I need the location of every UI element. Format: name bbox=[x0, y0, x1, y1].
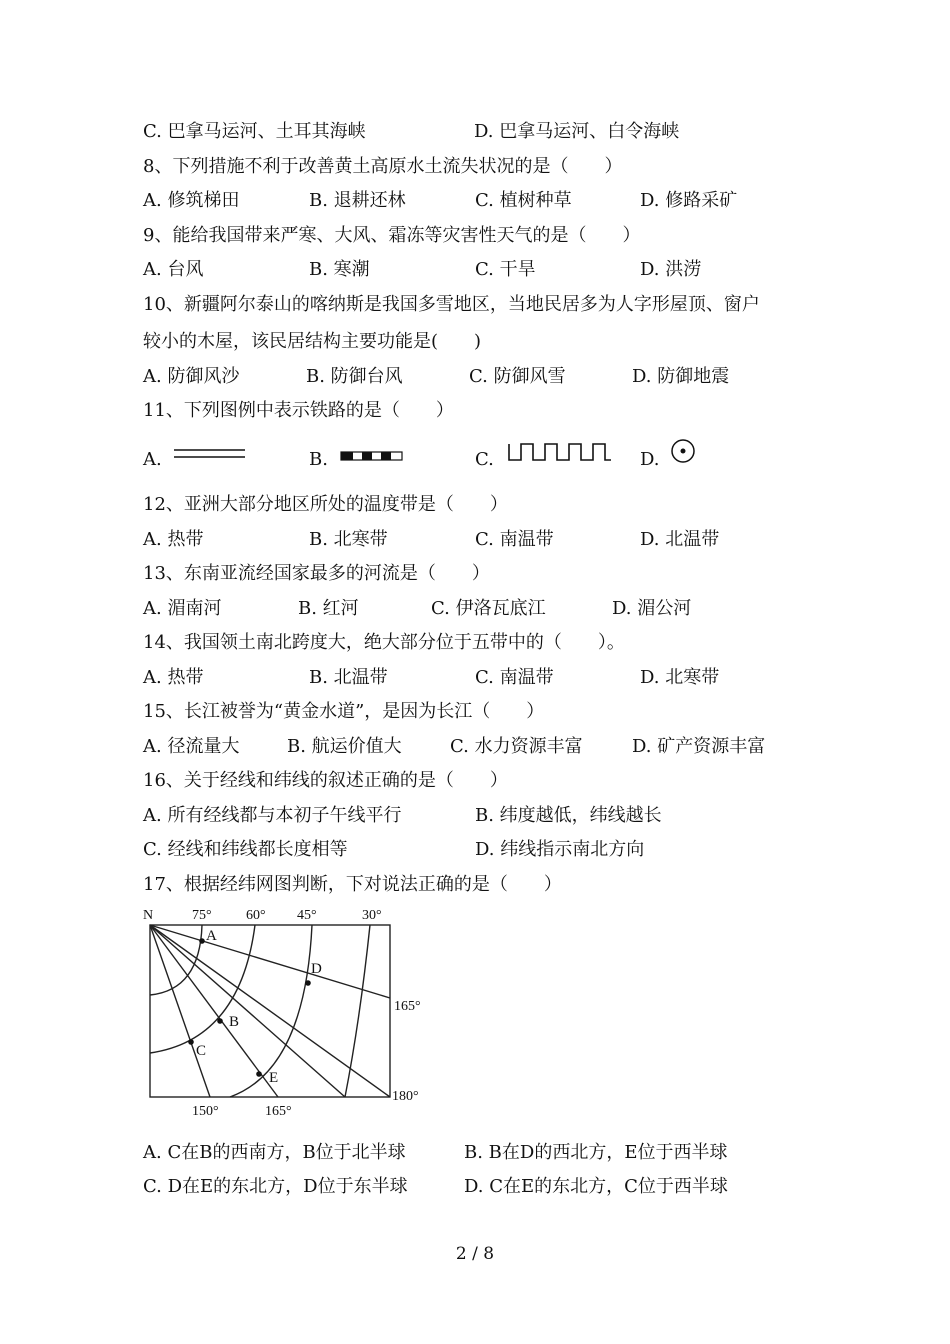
map-bottom-label: 150° bbox=[192, 1104, 219, 1119]
map-point-label: E bbox=[269, 1070, 279, 1086]
q12-option-c: C. 南温带 bbox=[475, 529, 554, 550]
q8-option-a: A. 修筑梯田 bbox=[143, 190, 240, 211]
lat-lon-grid-map bbox=[140, 900, 440, 1122]
railway-icon bbox=[340, 450, 404, 462]
q17-option-c: C. D在E的东北方，D位于东半球 bbox=[143, 1176, 408, 1197]
q16-option-d: D. 纬线指示南北方向 bbox=[475, 839, 645, 860]
q10-option-a: A. 防御风沙 bbox=[143, 366, 240, 387]
q8-option-d: D. 修路采矿 bbox=[640, 190, 738, 211]
map-right-label: 165° bbox=[394, 999, 421, 1014]
q15-option-d: D. 矿产资源丰富 bbox=[632, 736, 766, 757]
map-bottom-label: 165° bbox=[265, 1104, 292, 1119]
map-point-label: B bbox=[229, 1014, 240, 1030]
q16-option-a: A. 所有经线都与本初子午线平行 bbox=[143, 805, 402, 826]
q10-option-c: C. 防御风雪 bbox=[469, 366, 566, 387]
q11-option-c: C. bbox=[475, 449, 494, 470]
q11-option-d: D. bbox=[640, 449, 660, 470]
q13-stem: 13、东南亚流经国家最多的河流是（ ） bbox=[143, 563, 490, 584]
q8-option-c: C. 植树种草 bbox=[475, 190, 572, 211]
q10-stem-line2: 较小的木屋，该民居结构主要功能是( ) bbox=[143, 331, 482, 352]
q7-option-d: D. 巴拿马运河、白令海峡 bbox=[474, 121, 680, 142]
q12-stem: 12、亚洲大部分地区所处的温度带是（ ） bbox=[143, 494, 508, 515]
capital-city-icon bbox=[669, 437, 697, 465]
q12-option-b: B. 北寒带 bbox=[309, 529, 388, 550]
q17-option-d: D. C在E的东北方，C位于西半球 bbox=[464, 1176, 728, 1197]
q9-option-c: C. 干旱 bbox=[475, 259, 536, 280]
q14-stem: 14、我国领土南北跨度大，绝大部分位于五带中的（ ）。 bbox=[143, 632, 625, 653]
q13-option-d: D. 湄公河 bbox=[612, 598, 692, 619]
q16-stem: 16、关于经线和纬线的叙述正确的是（ ） bbox=[143, 770, 508, 791]
map-pole-label: N bbox=[143, 908, 154, 923]
q13-option-b: B. 红河 bbox=[298, 598, 359, 619]
q12-option-d: D. 北温带 bbox=[640, 529, 720, 550]
q15-stem: 15、长江被誉为“黄金水道”，是因为长江（ ） bbox=[143, 701, 545, 722]
q14-option-b: B. 北温带 bbox=[309, 667, 388, 688]
q17-option-b: B. B在D的西北方，E位于西半球 bbox=[464, 1142, 728, 1163]
q15-option-a: A. 径流量大 bbox=[143, 736, 240, 757]
q9-option-a: A. 台风 bbox=[143, 259, 204, 280]
q14-option-d: D. 北寒带 bbox=[640, 667, 720, 688]
q9-stem: 9、能给我国带来严寒、大风、霜冻等灾害性天气的是（ ） bbox=[143, 225, 641, 246]
map-top-label: 45° bbox=[297, 908, 317, 923]
q11-stem: 11、下列图例中表示铁路的是（ ） bbox=[143, 400, 454, 421]
wall-icon bbox=[507, 441, 613, 463]
q9-option-b: B. 寒潮 bbox=[309, 259, 370, 280]
map-point-label: A bbox=[206, 928, 217, 944]
q14-option-a: A. 热带 bbox=[143, 667, 204, 688]
q12-option-a: A. 热带 bbox=[143, 529, 204, 550]
map-top-label: 75° bbox=[192, 908, 212, 923]
q16-option-c: C. 经线和纬线都长度相等 bbox=[143, 839, 348, 860]
q13-option-a: A. 湄南河 bbox=[143, 598, 222, 619]
double-line-icon bbox=[173, 446, 247, 462]
q13-option-c: C. 伊洛瓦底江 bbox=[431, 598, 546, 619]
q10-option-b: B. 防御台风 bbox=[306, 366, 403, 387]
q14-option-c: C. 南温带 bbox=[475, 667, 554, 688]
q17-stem: 17、根据经纬网图判断，下对说法正确的是（ ） bbox=[143, 874, 562, 895]
map-point-label: D bbox=[311, 961, 322, 977]
q8-stem: 8、下列措施不利于改善黄土高原水土流失状况的是（ ） bbox=[143, 156, 623, 177]
q10-stem-line1: 10、新疆阿尔泰山的喀纳斯是我国多雪地区，当地民居多为人字形屋顶、窗户 bbox=[143, 294, 760, 315]
q15-option-b: B. 航运价值大 bbox=[287, 736, 402, 757]
q11-option-a: A. bbox=[143, 449, 162, 470]
q16-option-b: B. 纬度越低，纬线越长 bbox=[475, 805, 662, 826]
map-point-label: C bbox=[196, 1043, 207, 1059]
q7-option-c: C. 巴拿马运河、土耳其海峡 bbox=[143, 121, 366, 142]
q8-option-b: B. 退耕还林 bbox=[309, 190, 406, 211]
q9-option-d: D. 洪涝 bbox=[640, 259, 702, 280]
q11-option-b: B. bbox=[309, 449, 328, 470]
q15-option-c: C. 水力资源丰富 bbox=[450, 736, 583, 757]
q10-option-d: D. 防御地震 bbox=[632, 366, 730, 387]
map-top-label: 60° bbox=[246, 908, 266, 923]
map-right-label: 180° bbox=[392, 1089, 419, 1104]
q17-option-a: A. C在B的西南方，B位于北半球 bbox=[143, 1142, 406, 1163]
page-number: 2 / 8 bbox=[455, 1244, 495, 1264]
map-top-label: 30° bbox=[362, 908, 382, 923]
